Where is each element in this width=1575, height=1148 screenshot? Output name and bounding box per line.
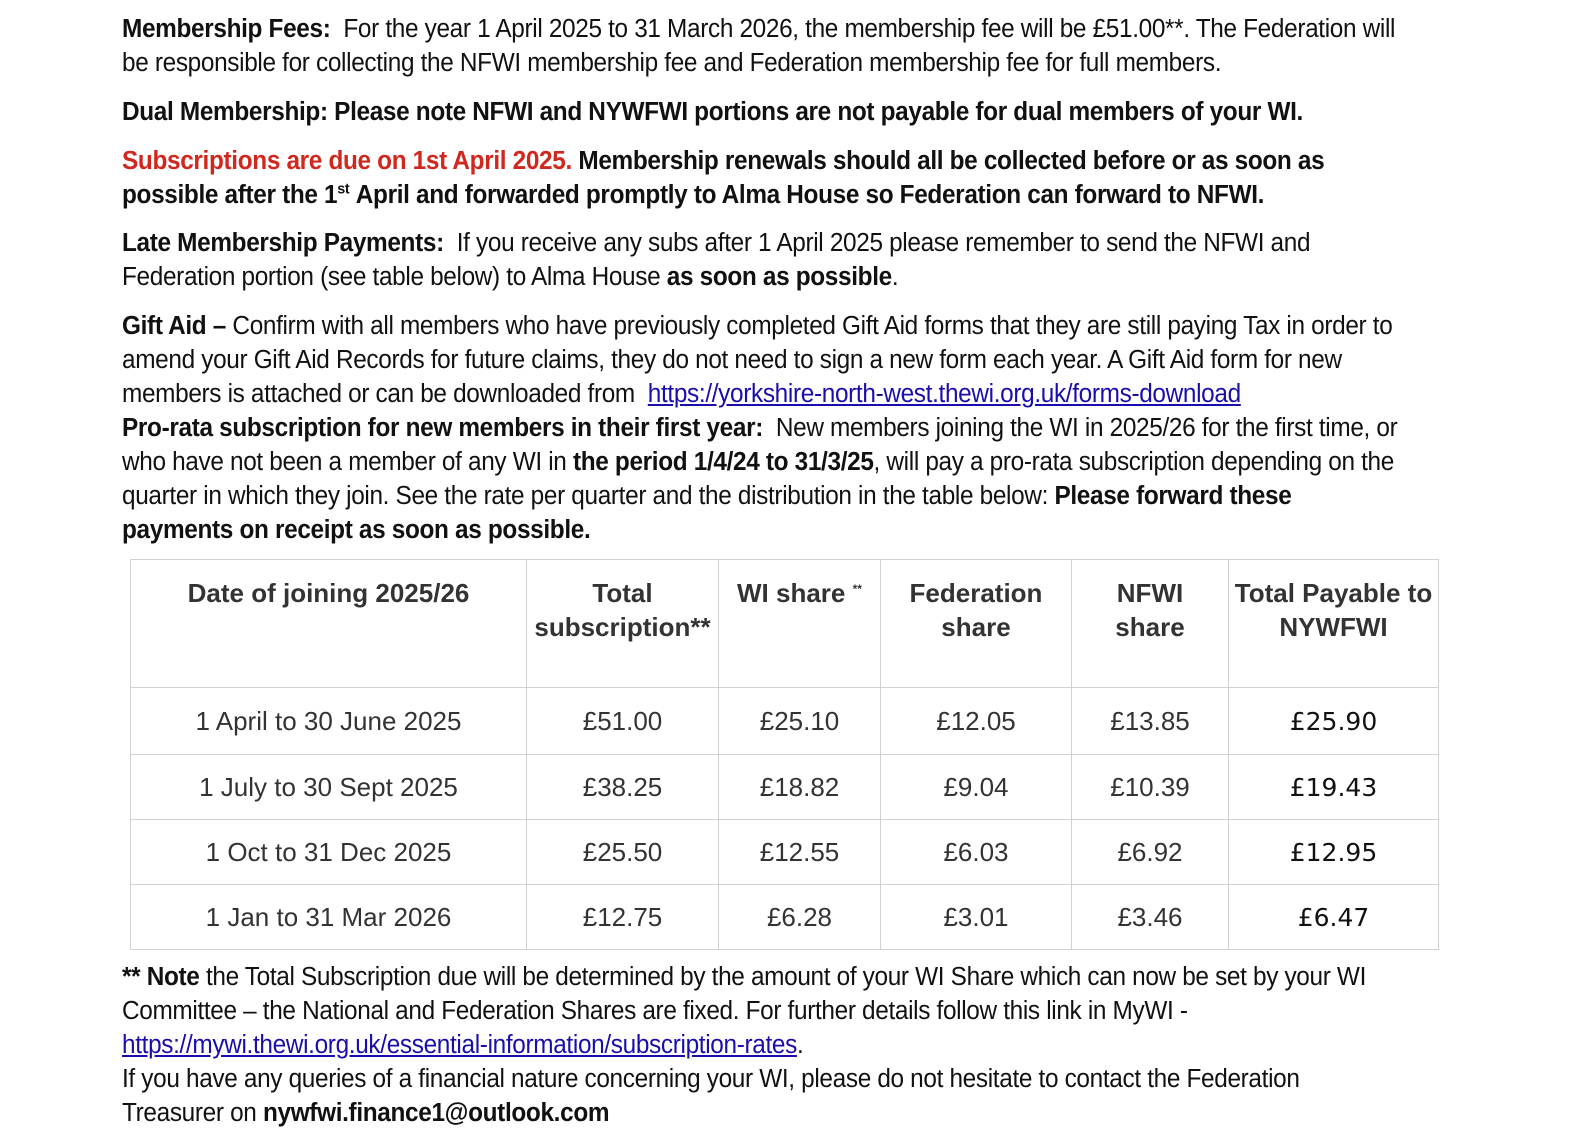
header-federation-share: Federation share	[881, 560, 1072, 688]
renewals-text-a: Membership renewals should all be collected before or as soon as possible after the 1	[122, 147, 1325, 209]
table-row	[131, 885, 1439, 950]
header-date: Date of joining 2025/26	[131, 560, 527, 688]
late-payments-bold-end: as soon as possible	[666, 263, 892, 291]
membership-fees-label: Membership Fees:	[122, 15, 331, 43]
treasurer-email[interactable]: nywfwi.finance1@outlook.com	[262, 1099, 610, 1127]
cell-payable: £19.43	[1229, 755, 1439, 820]
late-payments-text: If you receive any subs after 1 April 2025 please remember to send the NFWI and Federation portion (see table below) to Alma House	[122, 229, 1311, 291]
cell-nfwi: £13.85	[1072, 688, 1229, 755]
cell-date: 1 July to 30 Sept 2025	[131, 755, 527, 820]
cell-wi: £6.28	[719, 885, 881, 950]
cell-nfwi: £6.92	[1072, 820, 1229, 885]
ordinal-suffix: st	[337, 180, 350, 198]
cell-fed: £3.01	[881, 885, 1072, 950]
cell-fed: £9.04	[881, 755, 1072, 820]
header-total-payable: Total Payable to NYWFWI	[1229, 560, 1439, 688]
late-payments-end: .	[891, 263, 899, 291]
renewals-text-b: April and forwarded promptly to Alma House so Federation can forward to NFWI.	[355, 181, 1265, 209]
cell-payable: £6.47	[1229, 885, 1439, 950]
pro-rata-table	[130, 559, 1439, 950]
dual-membership-text: Dual Membership: Please note NFWI and NYWFWI portions are not payable for dual members of your WI.	[122, 98, 1303, 126]
cell-nfwi: £10.39	[1072, 755, 1229, 820]
cell-date: 1 April to 30 June 2025	[131, 688, 527, 755]
cell-nfwi: £3.46	[1072, 885, 1229, 950]
cell-payable: £25.90	[1229, 688, 1439, 755]
header-nfwi-share: NFWI share	[1072, 560, 1229, 688]
late-payments-paragraph	[122, 226, 1402, 294]
cell-fed: £6.03	[881, 820, 1072, 885]
cell-wi: £25.10	[719, 688, 881, 755]
cell-wi: £18.82	[719, 755, 881, 820]
pro-rata-label: Pro-rata subscription for new members in their first year:	[122, 414, 763, 442]
cell-total: £25.50	[527, 820, 719, 885]
queries-text: If you have any queries of a financial nature concerning your WI, please do not hesitate to contact the Federation Treasurer on	[122, 1065, 1300, 1127]
pro-rata-bold-end: Please forward these payments on receipt as soon as possible.	[122, 482, 1292, 544]
table-row	[131, 688, 1439, 755]
cell-date: 1 Oct to 31 Dec 2025	[131, 820, 527, 885]
gift-aid-text: Confirm with all members who have previously completed Gift Aid forms that they are still paying Tax in order to amend your Gift Aid Records for future claims, they do not need to sign a new form each year. A Gift Aid form for new members is attached or can be downloaded from	[122, 312, 1393, 408]
note-text: the Total Subscription due will be determined by the amount of your WI Share which can now be set by your WI Committee – the National and Federation Shares are fixed. For further details follow this link in MyWI -	[122, 963, 1367, 1025]
cell-total: £51.00	[527, 688, 719, 755]
cell-total: £38.25	[527, 755, 719, 820]
note-paragraph	[122, 960, 1402, 1130]
table-row	[131, 820, 1439, 885]
table-row	[131, 755, 1439, 820]
note-label: Note	[146, 963, 200, 991]
cell-payable: £12.95	[1229, 820, 1439, 885]
subscriptions-due-text: Subscriptions are due on 1st April 2025.	[122, 147, 572, 175]
cell-wi: £12.55	[719, 820, 881, 885]
header-total-subscription: Total subscription**	[527, 560, 719, 688]
subscription-rates-link[interactable]: https://mywi.thewi.org.uk/essential-information/subscription-rates	[122, 1031, 797, 1059]
gift-aid-label: Gift Aid –	[122, 312, 226, 340]
forms-download-link[interactable]: https://yorkshire-north-west.thewi.org.uk/forms-download	[647, 380, 1241, 408]
gift-aid-paragraph	[122, 309, 1402, 547]
membership-fees-paragraph	[122, 12, 1402, 80]
note-link-end: .	[796, 1031, 804, 1059]
header-wi-share: WI share **	[719, 560, 881, 688]
cell-fed: £12.05	[881, 688, 1072, 755]
pro-rata-period: the period 1/4/24 to 31/3/25	[572, 448, 874, 476]
pro-rata-text-a: New members joining the WI in 2025/26 for the first time, or who have not been a member of any WI in	[122, 414, 1398, 476]
subscriptions-paragraph	[122, 144, 1402, 212]
cell-total: £12.75	[527, 885, 719, 950]
pro-rata-text-b: , will pay a pro-rata subscription depending on the quarter in which they join. See the rate per quarter and the distribution in the table below:	[122, 448, 1394, 510]
cell-date: 1 Jan to 31 Mar 2026	[131, 885, 527, 950]
table-header-row	[131, 560, 1439, 688]
late-payments-label: Late Membership Payments:	[122, 229, 444, 257]
dual-membership-paragraph	[122, 95, 1402, 129]
membership-fees-text: For the year 1 April 2025 to 31 March 2026, the membership fee will be £51.00**. The Federation will be responsible for collecting the NFWI membership fee and Federation membership fee for full members.	[122, 15, 1396, 77]
note-stars: **	[122, 963, 141, 991]
